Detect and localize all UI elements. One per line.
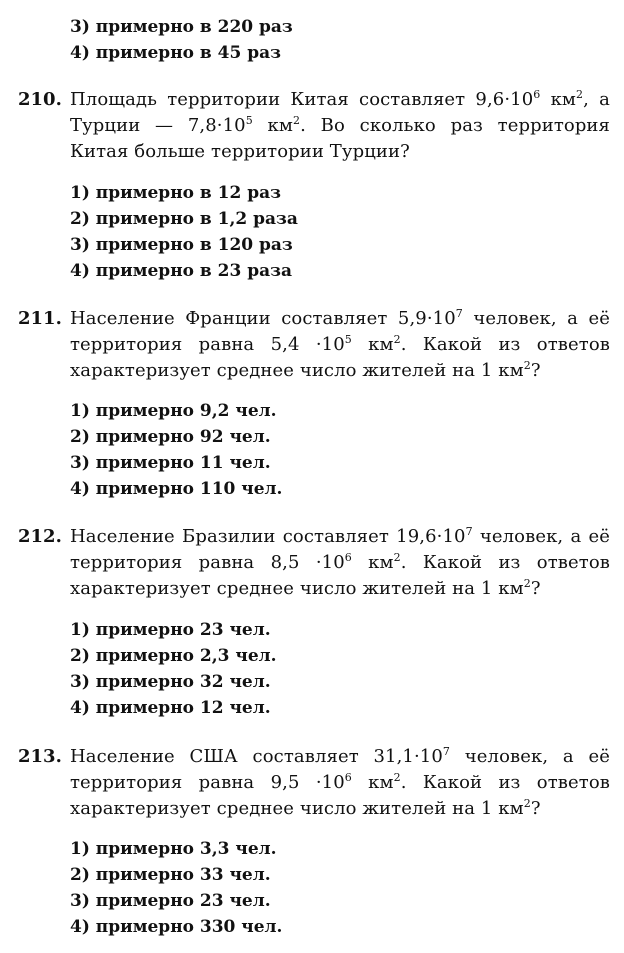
problem-211-options <box>70 398 282 502</box>
problem-number: 212. <box>18 526 62 547</box>
problem-210 <box>18 87 610 165</box>
option-1: 1) примерно 3,3 чел. <box>70 839 277 859</box>
problem-213 <box>18 744 610 822</box>
problem-question: Площадь территории Китая составляет $9,6\cdot 10^6$ $км^2$, а Турции — $7,8\cdot 10^5$ $км^2$. Во сколько раз территория Китая больше территории Турции? <box>70 88 610 162</box>
option-3: 3) примерно в 220 раз <box>70 17 293 37</box>
option-4: 4) примерно 12 чел. <box>70 698 271 718</box>
option-4: 4) примерно в 23 раза <box>70 261 292 281</box>
problem-question: Население Бразилии составляет $19,6\cdot 10^7$ человек, а её территория равна $8,5 \cdot 10^6$ $км^2$. Какой из ответов характеризует среднее число жителей на 1 $км^2$? <box>70 525 610 599</box>
problem-number: 213. <box>18 746 62 767</box>
problem-211 <box>18 306 610 384</box>
problem-number: 211. <box>18 308 62 329</box>
problem-question: Население США составляет $31,1\cdot 10^7$ человек, а её территория равна $9,5 \cdot 10^6$ $км^2$. Какой из ответов характеризует среднее число жителей на 1 $км^2$? <box>70 745 610 819</box>
option-4: 4) примерно 110 чел. <box>70 479 283 499</box>
problem-210-options <box>70 180 298 284</box>
option-3: 3) примерно в 120 раз <box>70 235 293 255</box>
option-3: 3) примерно 11 чел. <box>70 453 271 473</box>
problem-question: Население Франции составляет $5,9\cdot 10^7$ человек, а её территория равна $5,4 \cdot 10^5$ $км^2$. Какой из ответов характеризует среднее число жителей на 1 $км^2$? <box>70 307 610 381</box>
option-3: 3) примерно 32 чел. <box>70 672 271 692</box>
option-1: 1) примерно 23 чел. <box>70 620 271 640</box>
option-3: 3) примерно 23 чел. <box>70 891 271 911</box>
option-1: 1) примерно 9,2 чел. <box>70 401 277 421</box>
option-2: 2) примерно 2,3 чел. <box>70 646 277 666</box>
option-4: 4) примерно 330 чел. <box>70 917 283 937</box>
problem-212 <box>18 524 610 602</box>
option-2: 2) примерно 92 чел. <box>70 427 271 447</box>
problem-number: 210. <box>18 89 62 110</box>
option-1: 1) примерно в 12 раз <box>70 183 281 203</box>
option-2: 2) примерно в 1,2 раза <box>70 209 298 229</box>
problem-212-options <box>70 617 277 721</box>
option-2: 2) примерно 33 чел. <box>70 865 271 885</box>
carryover-options <box>70 14 293 66</box>
problem-213-options <box>70 836 282 940</box>
option-4: 4) примерно в 45 раз <box>70 43 281 63</box>
